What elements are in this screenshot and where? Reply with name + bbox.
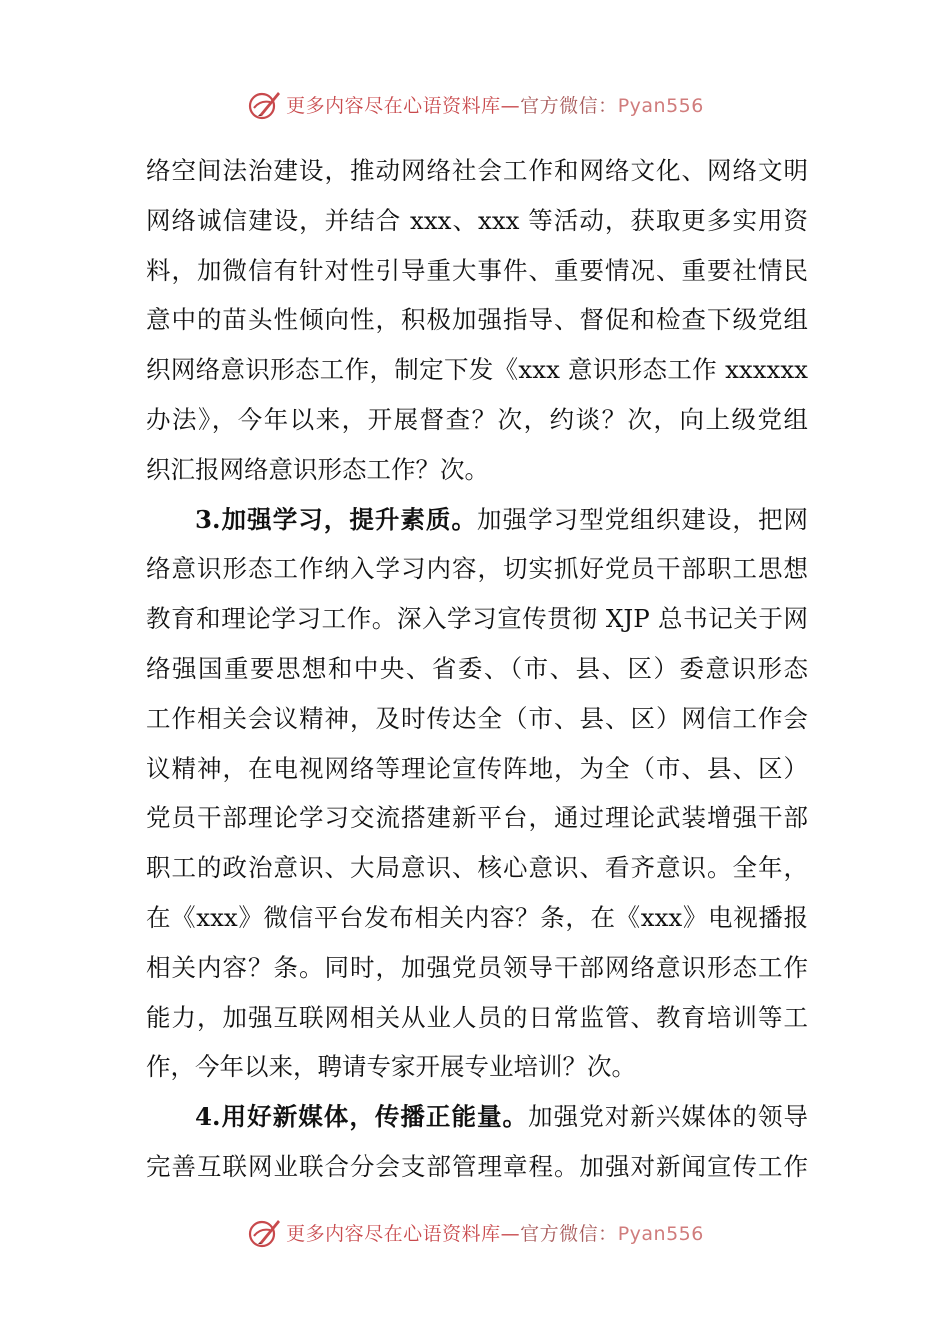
- paragraph-line: 网络诚信建设，并结合 xxx、xxx 等活动，获取更多实用资: [146, 205, 808, 235]
- banner-wechat-label: 官方微信：: [520, 94, 618, 117]
- paragraph-line: 党员干部理论学习交流搭建新平台，通过理论武装增强干部: [146, 803, 808, 833]
- section-4-heading: 4.用好新媒体，传播正能量。: [195, 1102, 529, 1132]
- section-4-first-text: 加强党对新兴媒体的领导: [528, 1102, 809, 1132]
- header-watermark: [0, 82, 950, 126]
- banner-dash: —: [500, 1222, 521, 1245]
- footer-watermark: [0, 1210, 950, 1254]
- section-4-first-line: [146, 1092, 808, 1142]
- paragraph-line: 织汇报网络意识形态工作？次。: [146, 454, 489, 484]
- paragraph-line: 织网络意识形态工作，制定下发《xxx 意识形态工作 xxxxxx: [146, 355, 808, 385]
- section-3-heading: 3.加强学习，提升素质。: [195, 504, 478, 534]
- pen-logo-icon: [246, 1214, 282, 1250]
- paragraph-line: 教育和理论学习工作。深入学习宣传贯彻 XJP 总书记关于网: [146, 604, 808, 634]
- paragraph-line: 络强国重要思想和中央、省委、（市、县、区）委意识形态: [146, 653, 808, 683]
- paragraph-line: 作，今年以来，聘请专家开展专业培训？次。: [146, 1052, 636, 1082]
- paragraph-line: 工作相关会议精神，及时传达全（市、县、区）网信工作会: [146, 703, 808, 733]
- banner-wechat-id: Pyan556: [617, 94, 704, 117]
- pen-logo-icon: [246, 86, 282, 122]
- section-3-first-text: 加强学习型党组织建设，把网: [477, 504, 809, 534]
- paragraph-line: 相关内容？条。同时，加强党员领导干部网络意识形态工作: [146, 952, 808, 982]
- paragraph-line: 议精神，在电视网络等理论宣传阵地，为全（市、县、区）: [146, 753, 808, 783]
- paragraph-line: 完善互联网业联合分会支部管理章程。加强对新闻宣传工作: [146, 1151, 808, 1181]
- banner-wechat-label: 官方微信：: [520, 1222, 618, 1245]
- banner-main-text: 更多内容尽在心语资料库: [286, 94, 501, 117]
- paragraph-line: 办法》，今年以来，开展督查？次，约谈？次，向上级党组: [146, 404, 808, 434]
- banner-main-text: 更多内容尽在心语资料库: [286, 1222, 501, 1245]
- banner-wechat-id: Pyan556: [617, 1222, 704, 1245]
- paragraph-line: 络空间法治建设，推动网络社会工作和网络文化、网络文明: [146, 156, 808, 185]
- paragraph-line: 能力，加强互联网相关从业人员的日常监管、教育培训等工: [146, 1002, 808, 1032]
- document-body: [146, 146, 808, 1192]
- paragraph-line: 络意识形态工作纳入学习内容，切实抓好党员干部职工思想: [146, 554, 808, 584]
- paragraph-line: 料，加微信有针对性引导重大事件、重要情况、重要社情民: [146, 255, 808, 285]
- paragraph-line: 在《xxx》微信平台发布相关内容？条，在《xxx》电视播报: [146, 902, 808, 932]
- paragraph-line: 职工的政治意识、大局意识、核心意识、看齐意识。全年，: [146, 853, 808, 883]
- banner-dash: —: [500, 94, 521, 117]
- paragraph-line: 意中的苗头性倾向性，积极加强指导、督促和检查下级党组: [146, 305, 808, 335]
- section-3-first-line: [146, 495, 808, 545]
